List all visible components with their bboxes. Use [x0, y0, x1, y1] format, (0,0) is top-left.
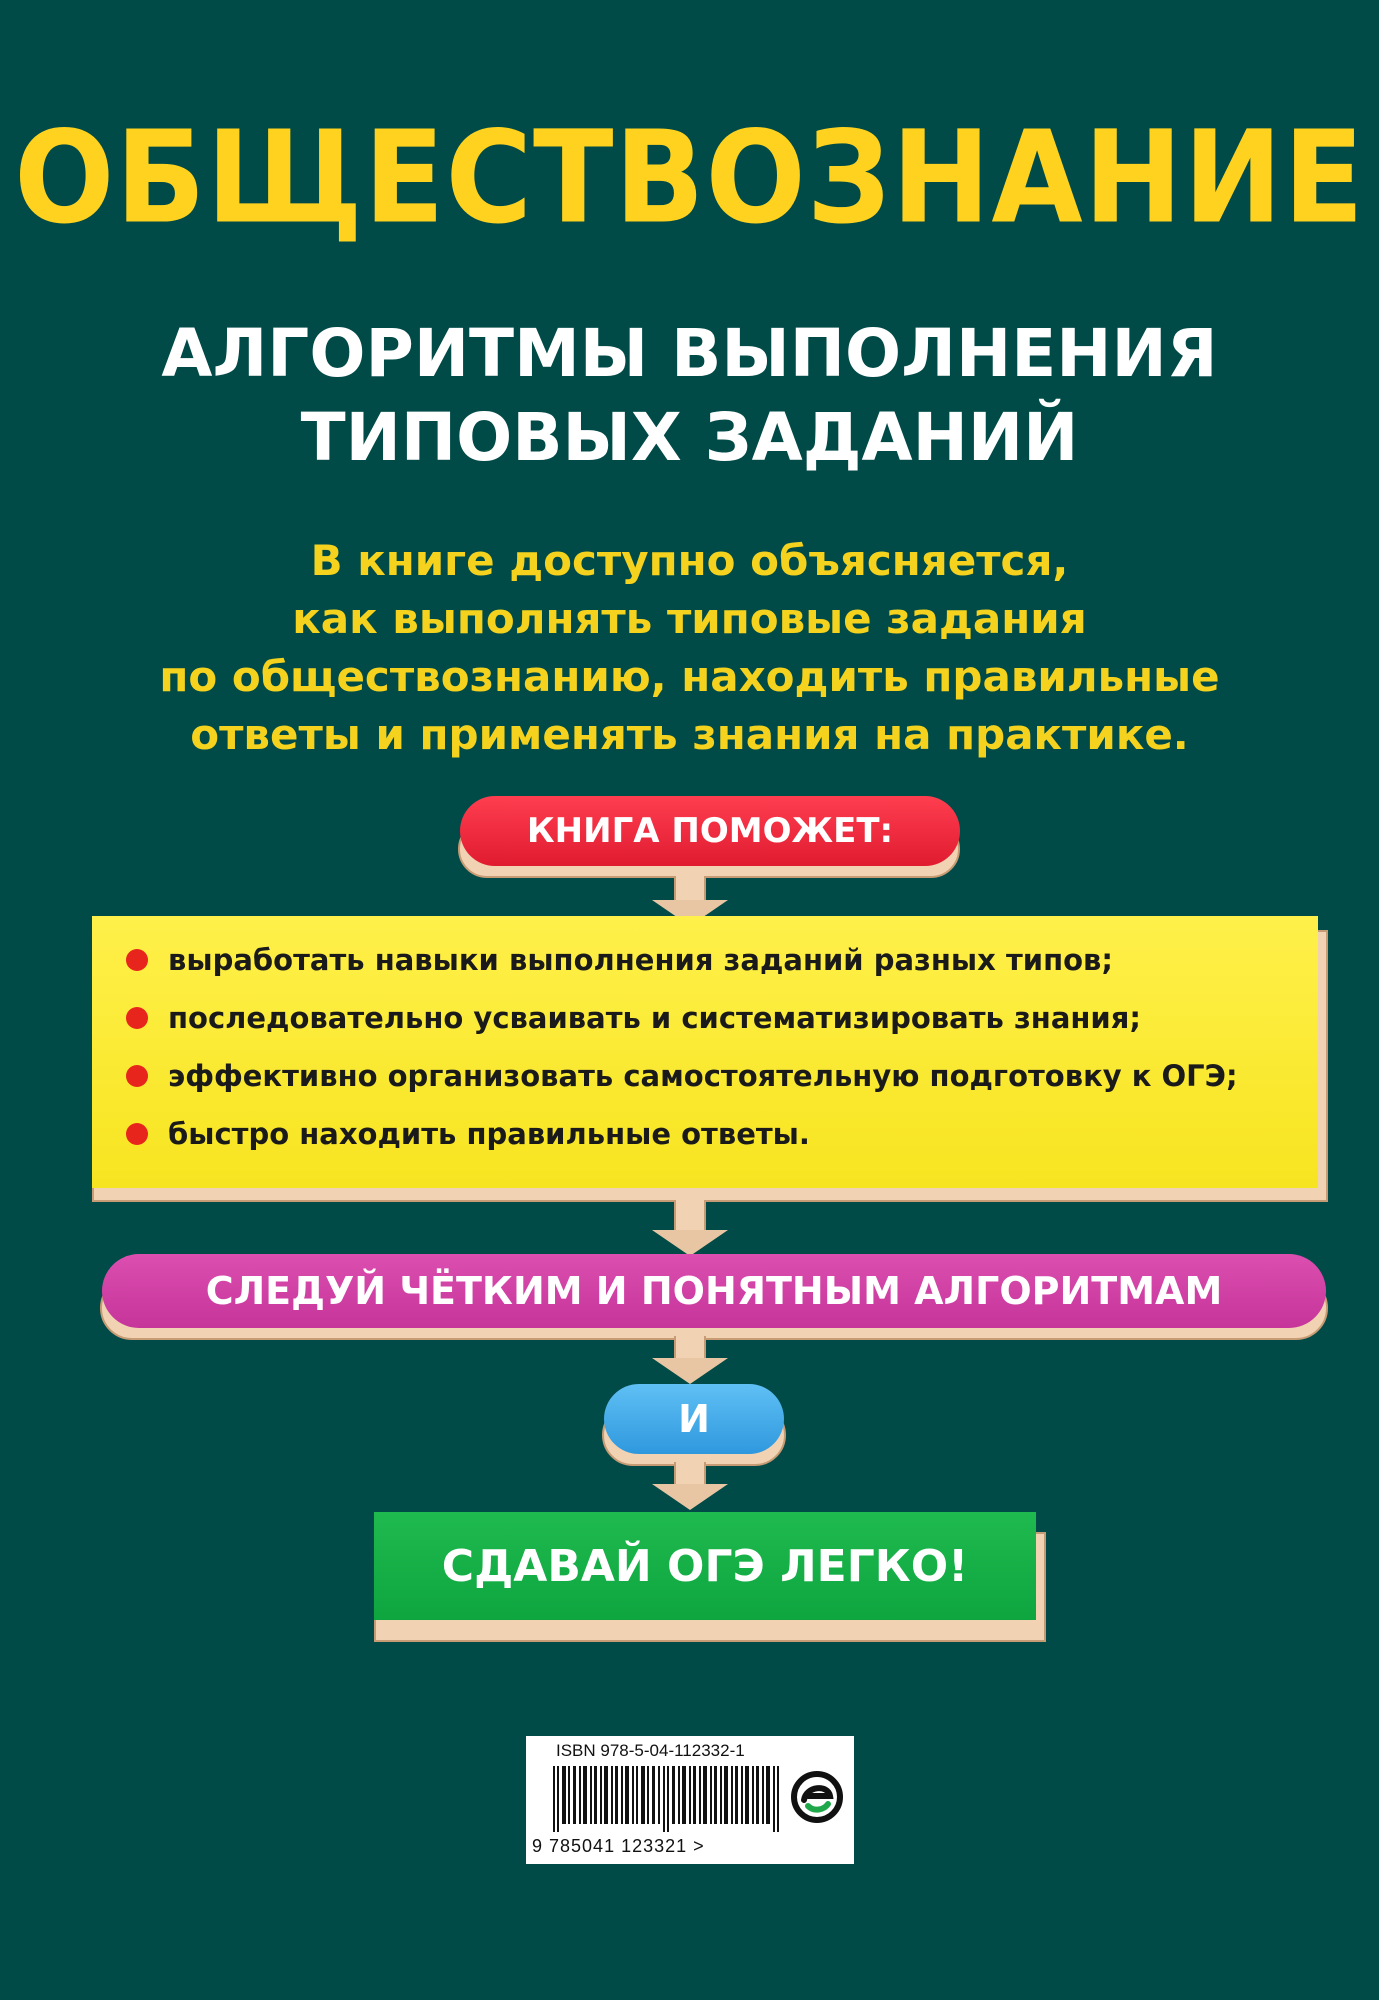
subtitle-line-2: ТИПОВЫХ ЗАДАНИЙ	[300, 399, 1079, 476]
eksmo-logo-icon	[790, 1770, 844, 1824]
description-line-3: по обществознанию, находить правильные	[159, 652, 1220, 701]
book-description	[0, 532, 1379, 764]
list-item-text: последовательно усваивать и систематизировать знания;	[168, 1001, 1141, 1035]
arrow-down-icon	[652, 1230, 728, 1256]
follow-pill: СЛЕДУЙ ЧЁТКИМ И ПОНЯТНЫМ АЛГОРИТМАМ	[102, 1254, 1326, 1328]
barcode-icon	[553, 1766, 785, 1832]
description-line-4: ответы и применять знания на практике.	[190, 710, 1189, 759]
description-line-1: В книге доступно объясняется,	[310, 536, 1069, 585]
isbn-label: ISBN 978-5-04-112332-1	[556, 1741, 745, 1760]
arrow-down-icon	[652, 1484, 728, 1510]
list-item-text: эффективно организовать самостоятельную подготовку к ОГЭ;	[168, 1059, 1238, 1093]
list-item-text: быстро находить правильные ответы.	[168, 1117, 810, 1151]
bullet-icon	[126, 1065, 148, 1087]
list-item	[126, 936, 1113, 984]
final-box: СДАВАЙ ОГЭ ЛЕГКО!	[374, 1512, 1036, 1620]
list-item	[126, 1110, 810, 1158]
bullet-icon	[126, 949, 148, 971]
bullet-icon	[126, 1007, 148, 1029]
book-subtitle	[0, 312, 1379, 480]
list-item	[126, 1052, 1238, 1100]
and-pill: И	[604, 1384, 784, 1454]
book-title: ОБЩЕСТВОЗНАНИЕ	[14, 102, 1365, 252]
subtitle-line-1: АЛГОРИТМЫ ВЫПОЛНЕНИЯ	[161, 315, 1218, 392]
helps-pill: КНИГА ПОМОЖЕТ:	[460, 796, 960, 866]
description-line-2: как выполнять типовые задания	[292, 594, 1087, 643]
arrow-down-icon	[652, 1358, 728, 1384]
list-item-text: выработать навыки выполнения заданий разных типов;	[168, 943, 1113, 977]
bullet-icon	[126, 1123, 148, 1145]
list-item	[126, 994, 1141, 1042]
barcode-digits: 9 785041 123321 >	[532, 1836, 705, 1856]
